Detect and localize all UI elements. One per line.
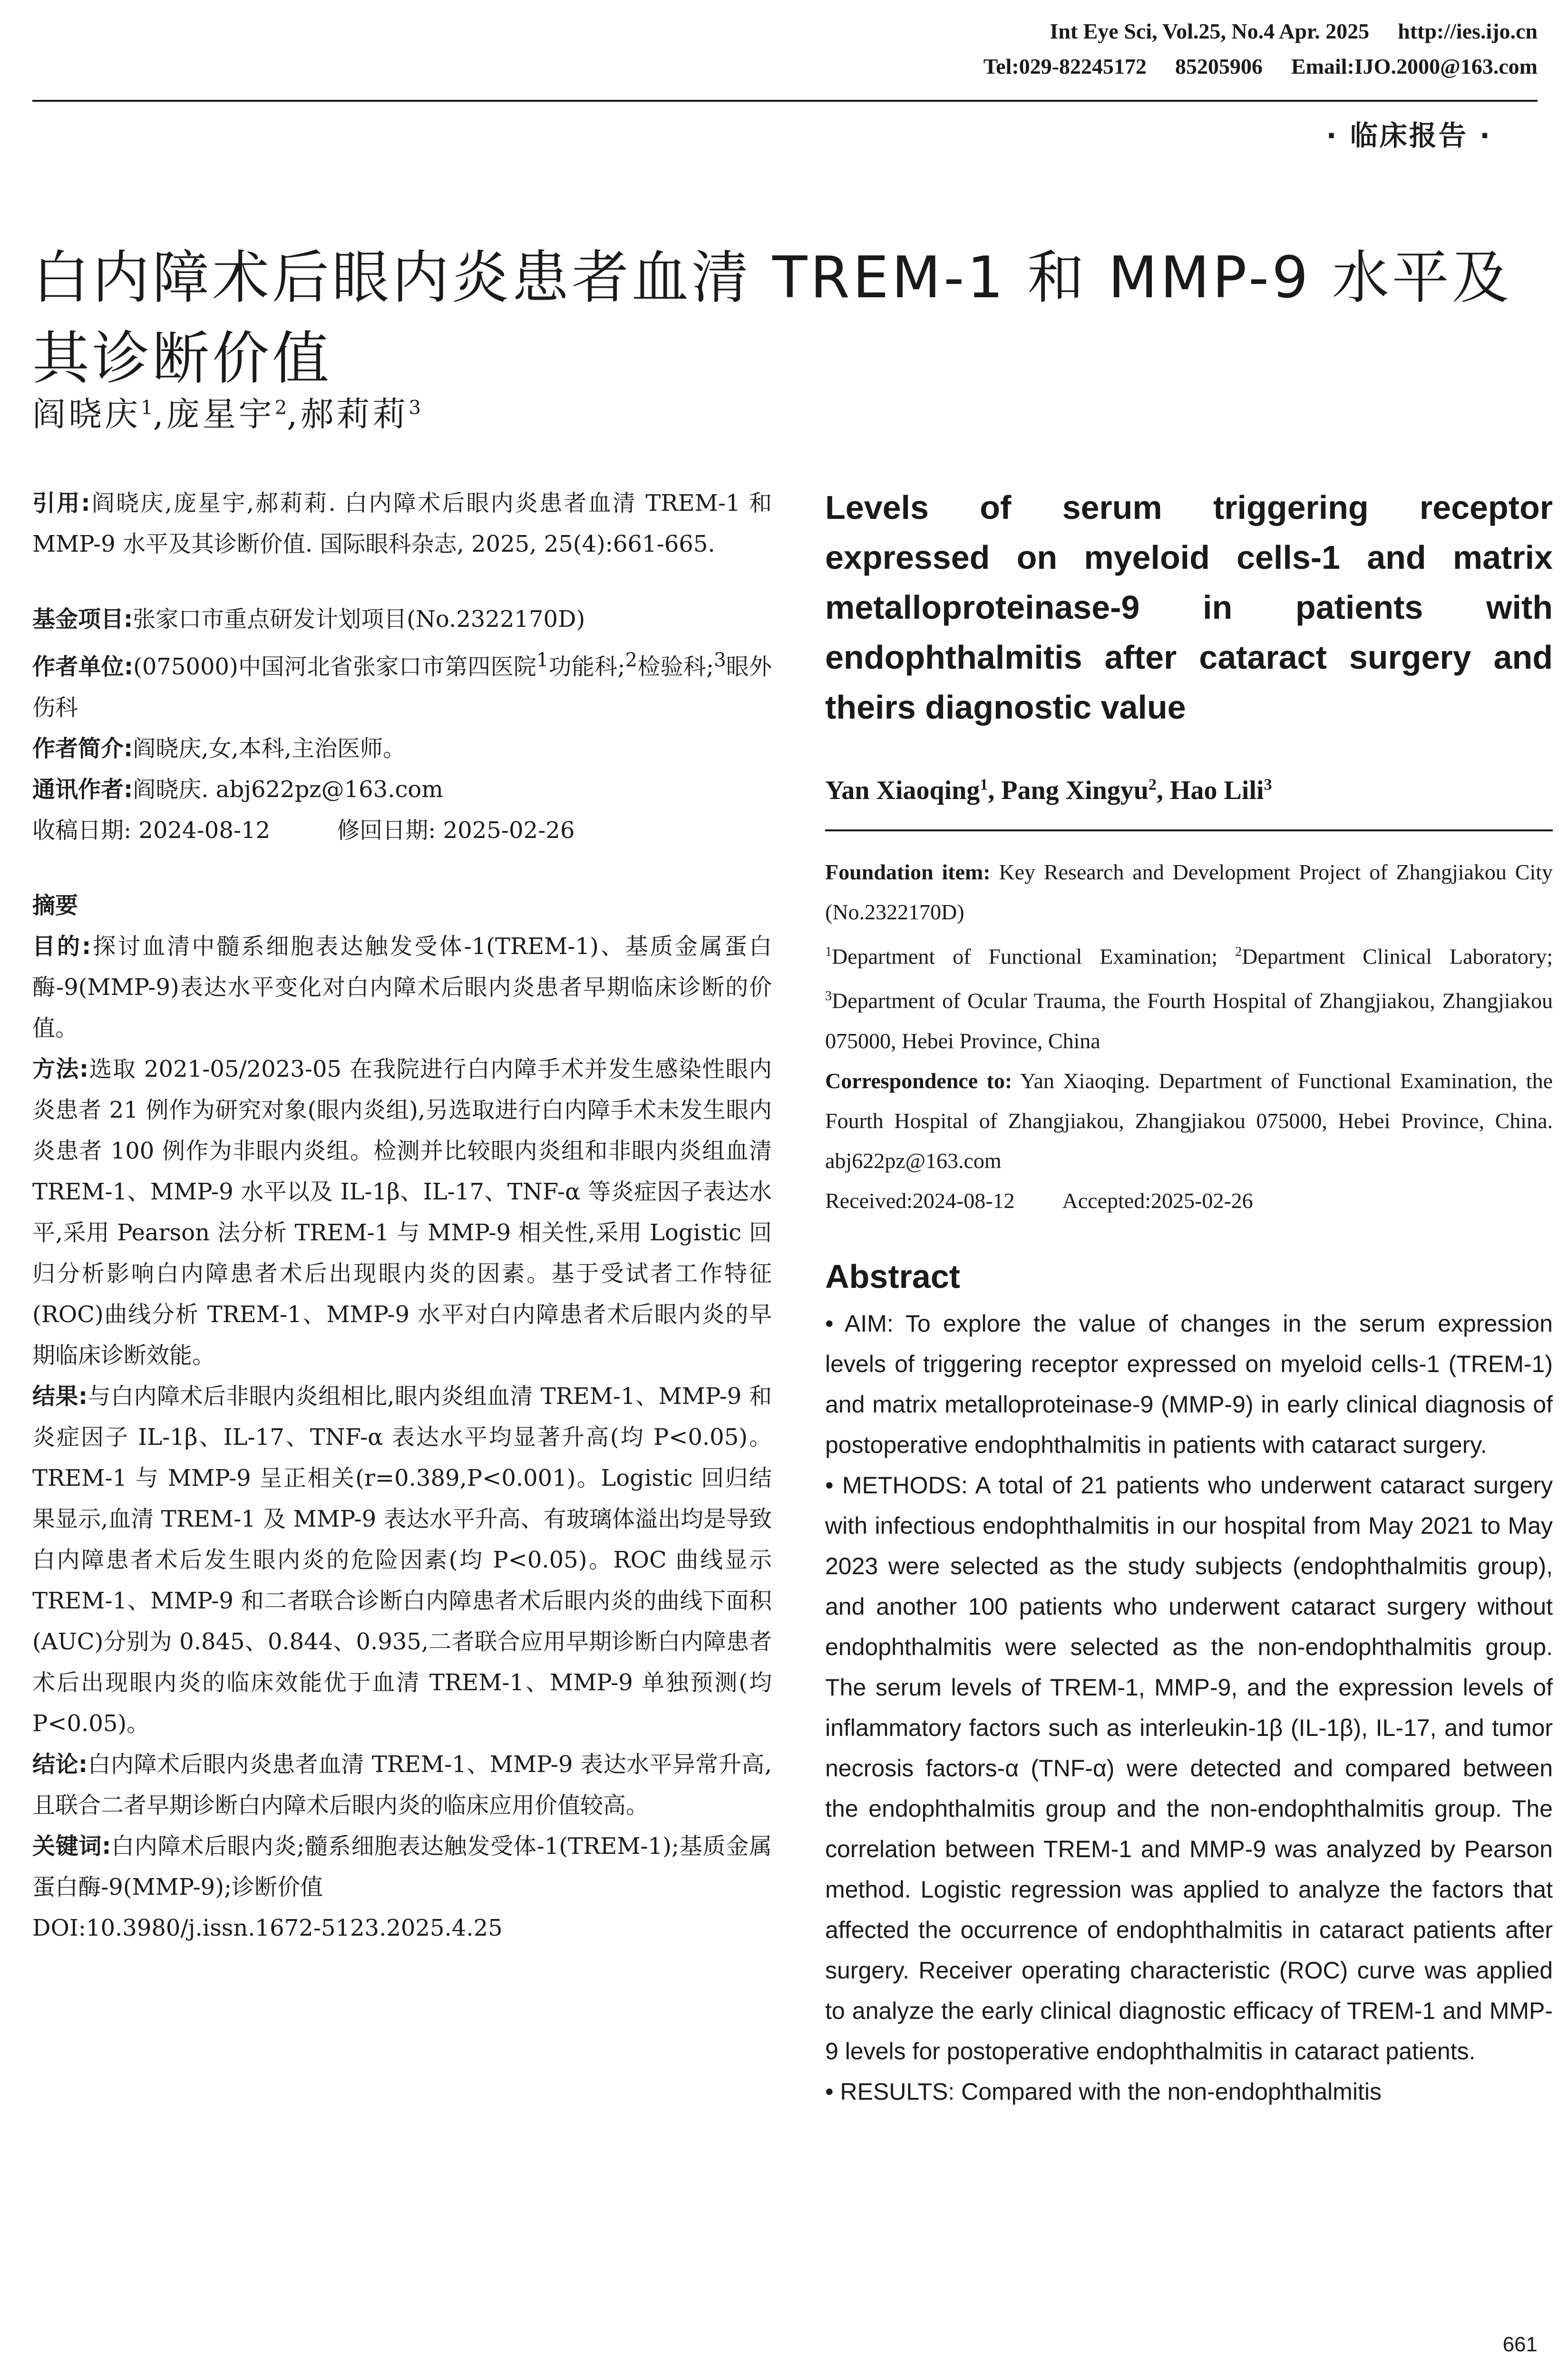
bio-label: 作者简介: (32, 735, 133, 762)
unit-text: 检验科; (637, 653, 714, 680)
journal-citation: Int Eye Sci, Vol.25, No.4 Apr. 2025 (1050, 19, 1370, 43)
author-affil-mark: 1 (141, 397, 153, 419)
citation-text: 阎晓庆,庞星宇,郝莉莉. 白内障术后眼内炎患者血清 TREM-1 和 MMP-9 水平及其诊断价值. 国际眼科杂志, 2025, 25(4):661-665. (32, 490, 772, 557)
article-title-en: Levels of serum triggering receptor expressed on myeloid cells-1 and matrix metalloproteinase-9 in patients with endophthalmitis after cataract surgery and theirs diagnostic value (825, 489, 1553, 726)
author-affil-mark: 1 (980, 776, 988, 794)
keywords (32, 1826, 772, 1908)
methods-label: 方法: (32, 1056, 89, 1082)
received-date: 收稿日期: 2024-08-12 (32, 817, 271, 844)
results-text: 与白内障术后非眼内炎组相比,眼内炎组血清 TREM-1、MMP-9 和炎症因子 IL-1β、IL-17、TNF-α 表达水平均显著升高(均 P<0.05)。TREM-1 与 MMP-9 呈正相关(r=0.389,P<0.001)。Logistic 回归结果显示,血清 TREM-1 及 MMP-9 表达水平升高、有玻璃体溢出均是导致白内障患者术后发生眼内炎的危险因素(均 P<0.05)。ROC 曲线显示 TREM-1、MMP-9 和二者联合诊断白内障患者术后眼内炎的曲线下面积(AUC)分别为 0.845、0.844、0.935,二者联合应用早期诊断白内障患者术后出现眼内炎的临床效能优于血清 TREM-1、MMP-9 单独预测(均 P<0.05)。 (32, 1383, 772, 1737)
dept-text: Department of Functional Examination; (832, 944, 1218, 969)
dept-mark: 3 (825, 989, 832, 1004)
unit-text: 眼外伤科 (32, 653, 772, 721)
abstract-methods-en: • METHODS: A total of 21 patients who underwent cataract surgery with infectious endophthalmitis in our hospital from May 2021 to May 2023 were selected as the study subjects (endophthalmitis group), and another 100 patients who underwent cataract surgery without endophthalmitis were selected as the non-endophthalmitis group. The serum levels of TREM-1, MMP-9, and the expression levels of inflammatory factors such as interleukin-1β (IL-1β), IL-17, and tumor necrosis factors-α (TNF-α) were detected and compared between the endophthalmitis group and the non-endophthalmitis group. The correlation between TREM-1 and MMP-9 was analyzed by Pearson method. Logistic regression was applied to analyze the factors that affected the occurrence of endophthalmitis in cataract patients after surgery. Receiver operating characteristic (ROC) curve was applied to analyze the early clinical diagnostic efficacy of TREM-1 and MMP-9 levels for postoperative endophthalmitis in cataract patients. (825, 1471, 1553, 2065)
authors-en: Yan Xiaoqing$^1$, Pang Xingyu$^2$, Hao Lili$^3$ (825, 776, 1272, 805)
doi: DOI:10.3980/j.issn.1672-5123.2025.4.25 (32, 1915, 503, 1941)
corr-label-en: Correspondence to: (825, 1068, 1013, 1093)
corr-label: 通讯作者: (32, 776, 133, 803)
unit-label: 作者单位: (32, 653, 134, 680)
unit-line (32, 640, 772, 728)
corr-line (32, 769, 772, 810)
author-rule (825, 829, 1553, 831)
corr-line-en (825, 1061, 1553, 1181)
article-title-cn: 白内障术后眼内炎患者血清 TREM-1 和 MMP-9 水平及其诊断价值 (32, 245, 1512, 392)
journal-email: Email:IJO.2000@163.com (1291, 54, 1538, 78)
corr-text-en: Yan Xiaoqing. Department of Functional Examination, the Fourth Hospital of Zhangjiakou, Zhangjiakou 075000, Hebei Province, China. abj622pz@163.com (825, 1068, 1553, 1173)
author-affil-mark: 3 (1264, 776, 1272, 794)
bio-line (32, 728, 772, 769)
page-number: 661 (1502, 2333, 1538, 2356)
section-tag: · 临床报告 · (1326, 119, 1492, 152)
fund-text: 张家口市重点研发计划项目(No.2322170D) (133, 606, 585, 633)
author-affil-mark: 2 (1148, 776, 1157, 794)
dept-line-en (825, 932, 1553, 1061)
fund-label-en: Foundation item: (825, 860, 991, 884)
abstract-aim-en: • AIM: To explore the value of changes in the serum expression levels of triggering receptor expressed on myeloid cells-1 (TREM-1) and matrix metalloproteinase-9 (MMP-9) in early clinical diagnosis of postoperative endophthalmitis in patients with cataract surgery. (825, 1310, 1553, 1458)
abstract-conclusion (32, 1744, 772, 1826)
dept-text: Department of Ocular Trauma, the Fourth Hospital of Zhangjiakou, Zhangjiakou 075000, Hebei Province, China (825, 988, 1553, 1053)
dept-mark: 2 (1235, 945, 1242, 959)
dates-line-en (825, 1181, 1553, 1221)
running-header-line1 (1021, 17, 1538, 46)
kw-label: 关键词: (32, 1833, 111, 1860)
left-column (32, 483, 772, 1948)
author-affil-mark: 3 (409, 397, 421, 419)
header-rule (32, 100, 1538, 102)
unit-mark: 1 (536, 649, 549, 671)
unit-text: (075000)中国河北省张家口市第四医院 (133, 653, 536, 680)
methods-text: 选取 2021-05/2023-05 在我院进行白内障手术并发生感染性眼内炎患者 21 例作为研究对象(眼内炎组),另选取进行白内障手术未发生眼内炎患者 100 例作为非眼内炎组。检测并比较眼内炎组和非眼内炎组血清 TREM-1、MMP-9 水平以及 IL-1β、IL-17、TNF-α 等炎症因子表达水平,采用 Pearson 法分析 TREM-1 与 MMP-9 相关性,采用 Logistic 回归分析影响白内障患者术后出现眼内炎的因素。基于受试者工作特征(ROC)曲线分析 TREM-1、MMP-9 水平对白内障患者术后眼内炎的早期临床诊断效能。 (32, 1056, 772, 1369)
author-name: Yan Xiaoqing (825, 776, 980, 805)
aim-text: 探讨血清中髓系细胞表达触发受体-1(TREM-1)、基质金属蛋白酶-9(MMP-9)表达水平变化对白内障术后眼内炎患者早期临床诊断的价值。 (32, 933, 772, 1042)
author-name: Pang Xingyu (1001, 776, 1149, 805)
right-column (825, 483, 1553, 2112)
received-date-en: Received:2024-08-12 (825, 1188, 1015, 1213)
author-name: 庞星宇 (166, 395, 275, 434)
unit-text: 功能科; (548, 653, 625, 680)
dates-line (32, 810, 772, 851)
running-header-line2 (955, 52, 1538, 81)
accepted-date-en: Accepted:2025-02-26 (1062, 1188, 1253, 1213)
aim-label: 目的: (32, 933, 91, 960)
dept-text: Department Clinical Laboratory; (1242, 944, 1553, 969)
fund-line-en (825, 852, 1553, 932)
unit-mark: 2 (625, 649, 637, 671)
author-name: 阎晓庆 (32, 395, 141, 434)
fund-text-en: Key Research and Development Project of Zhangjiakou City (No.2322170D) (825, 860, 1553, 924)
abstract-aim (32, 926, 772, 1049)
fund-line (32, 599, 772, 640)
unit-mark: 3 (714, 649, 726, 671)
concl-label: 结论: (32, 1751, 88, 1778)
revised-date: 修回日期: 2025-02-26 (337, 817, 575, 844)
kw-text: 白内障术后眼内炎;髓系细胞表达触发受体-1(TREM-1);基质金属蛋白酶-9(MMP-9);诊断价值 (32, 1833, 772, 1900)
english-metadata (825, 852, 1553, 1221)
abstract-results (32, 1376, 772, 1744)
citation-label: 引用: (32, 490, 90, 516)
abstract-heading-text: 摘要 (32, 892, 78, 919)
concl-text: 白内障术后眼内炎患者血清 TREM-1、MMP-9 表达水平异常升高,且联合二者早期诊断白内障术后眼内炎的临床应用价值较高。 (32, 1751, 772, 1819)
abstract-body-en (825, 1304, 1553, 2112)
author-affil-mark: 2 (274, 397, 287, 419)
abstract-heading-en: Abstract (825, 1257, 960, 1295)
dept-mark: 1 (825, 945, 832, 959)
abstract-heading-cn (32, 885, 772, 926)
citation (32, 483, 772, 565)
corr-text: 阎晓庆. abj622pz@163.com (133, 776, 443, 803)
abstract-results-en: • RESULTS: Compared with the non-endophthalmitis (825, 2078, 1382, 2105)
fund-label: 基金项目: (32, 606, 133, 633)
bio-text: 阎晓庆,女,本科,主治医师。 (133, 735, 406, 762)
results-label: 结果: (32, 1383, 88, 1410)
abstract-methods (32, 1049, 772, 1376)
journal-url: http://ies.ijo.cn (1398, 19, 1538, 43)
author-name: 郝莉莉 (300, 395, 409, 434)
authors-cn: 阎晓庆$^1$,庞星宇$^2$,郝莉莉$^3$ (32, 395, 421, 434)
journal-tel: Tel:029-82245172 (983, 54, 1147, 78)
journal-tel2: 85205906 (1175, 54, 1263, 78)
author-name: Hao Lili (1169, 776, 1264, 805)
